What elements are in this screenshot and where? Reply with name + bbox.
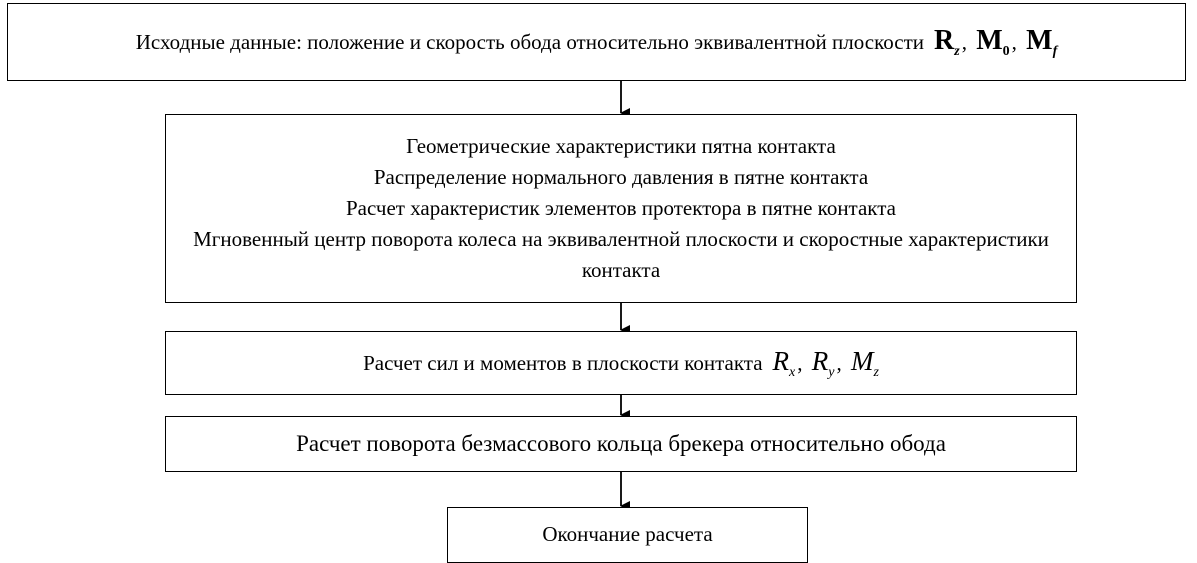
symbol-m0: $M_0$ — [976, 24, 1010, 59]
symbol-rx: $R_x$ — [772, 345, 796, 380]
contact-line-geometry: Геометрические характеристики пятна контакта — [406, 134, 836, 158]
forces-moments-box — [165, 331, 1077, 395]
forces-label: Расчет сил и моментов в плоскости контакта — [363, 350, 763, 375]
input-data-box — [7, 3, 1186, 81]
end-calculation-box — [447, 507, 808, 563]
rotation-label: Расчет поворота безмассового кольца брекера относительно обода — [296, 431, 946, 456]
contact-characteristics-box — [165, 114, 1077, 303]
breaker-ring-rotation-box — [165, 416, 1077, 472]
symbol-rz: $R_z$ — [934, 24, 960, 59]
end-label: Окончание расчета — [542, 522, 713, 546]
input-data-label: Исходные данные: положение и скорость обода относительно эквивалентной плоскости — [135, 29, 924, 54]
symbol-mz: $M_z$ — [850, 345, 879, 380]
forces-formula: $R_x$, $R_y$, $M_z$ — [772, 345, 879, 380]
contact-line-pressure: Распределение нормального давления в пятне контакта — [373, 165, 869, 189]
symbol-mf: $M_f$ — [1026, 24, 1058, 59]
contact-line-tread: Расчет характеристик элементов протектора в пятне контакта — [346, 196, 896, 220]
input-formula: $R_z$, $M_0$, $M_f$ — [934, 24, 1058, 59]
contact-line-rotation-center: Мгновенный центр поворота колеса на эквивалентной плоскости и скоростные характеристики контакта — [193, 227, 1049, 282]
symbol-ry: $R_y$ — [811, 345, 835, 380]
